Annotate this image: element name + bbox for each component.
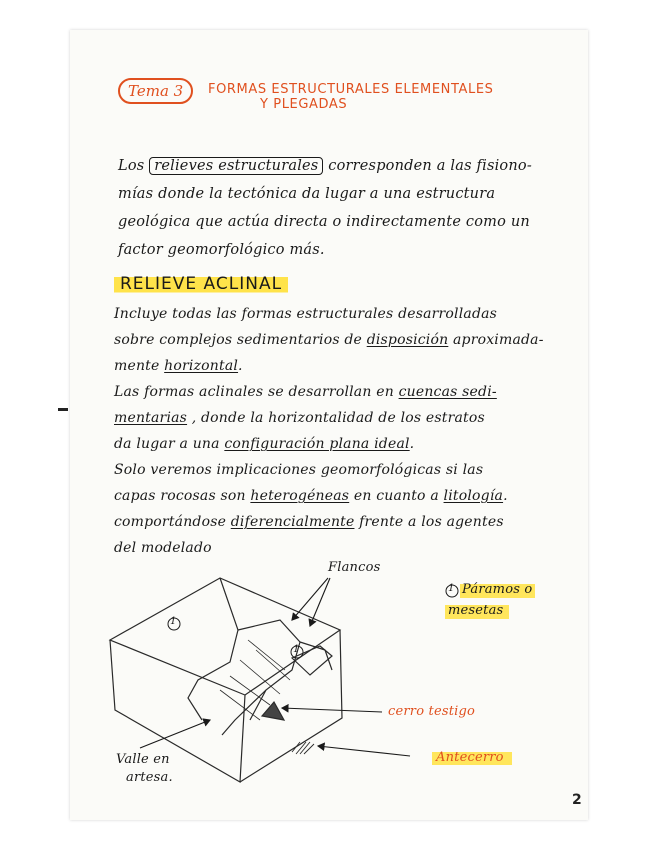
label-valle-line2: artesa. — [126, 770, 173, 785]
body-text: , donde la horizontalidad de los estratos — [191, 410, 485, 426]
intro-text: corresponden a las fisiono- — [328, 158, 532, 174]
body-line-1: Incluye todas las formas estructurales desarrolladas — [114, 306, 498, 322]
body-text: aproximada- — [452, 332, 544, 348]
intro-line-2: mías donde la tectónica da lugar a una estructura — [118, 186, 496, 202]
body-text: en cuanto a — [353, 488, 439, 504]
underlined-term: disposición — [366, 332, 449, 348]
aclinal-relief-sketch — [70, 30, 588, 820]
body-text: capas rocosas son — [114, 488, 246, 504]
label-antecerro: Antecerro — [436, 750, 504, 765]
zone-label: 1 — [170, 616, 177, 627]
label-flancos: Flancos — [328, 560, 381, 575]
intro-line-4: factor geomorfológico más. — [118, 242, 325, 258]
body-line-10: del modelado — [114, 540, 212, 556]
page-title-line1: FORMAS ESTRUCTURALES ELEMENTALES — [208, 82, 494, 97]
margin-mark — [58, 408, 68, 411]
body-text: sobre complejos sedimentarios de — [114, 332, 363, 348]
body-text: . — [238, 358, 243, 374]
body-text: da lugar a una — [114, 436, 220, 452]
section-heading: RELIEVE ACLINAL — [114, 274, 288, 294]
notebook-page — [70, 30, 588, 820]
underlined-term: cuencas sedi- — [398, 384, 497, 400]
label-mesetas: mesetas — [448, 603, 504, 618]
underlined-term: mentarias — [114, 410, 188, 426]
underlined-term: litología — [443, 488, 504, 504]
label-valle-line1: Valle en — [116, 752, 170, 767]
topic-badge: Tema 3 — [118, 78, 193, 104]
underlined-term: configuración plana ideal — [224, 436, 410, 452]
body-text: mente — [114, 358, 160, 374]
zone-label: 1 — [293, 644, 300, 655]
page-number: 2 — [572, 792, 582, 808]
underlined-term: horizontal — [164, 358, 239, 374]
body-text: frente a los agentes — [359, 514, 504, 530]
page-title-line2: Y PLEGADAS — [260, 97, 348, 112]
underlined-term: diferencialmente — [230, 514, 355, 530]
intro-text: Los — [118, 158, 145, 174]
underlined-term: heterogéneas — [250, 488, 350, 504]
body-text: . — [409, 436, 415, 452]
body-text: comportándose — [114, 514, 227, 530]
label-paramos: Páramos o — [462, 582, 533, 597]
intro-line-3: geológica que actúa directa o indirectamente como un — [118, 214, 530, 230]
body-text: Las formas aclinales se desarrollan en — [114, 384, 394, 400]
body-line-7: Solo veremos implicaciones geomorfológicas si las — [114, 462, 484, 478]
label-cerro-testigo: cerro testigo — [388, 704, 476, 719]
key-term-box: relieves estructurales — [149, 157, 323, 175]
body-text: . — [503, 488, 508, 504]
legend-label-number: 1 — [448, 583, 455, 594]
